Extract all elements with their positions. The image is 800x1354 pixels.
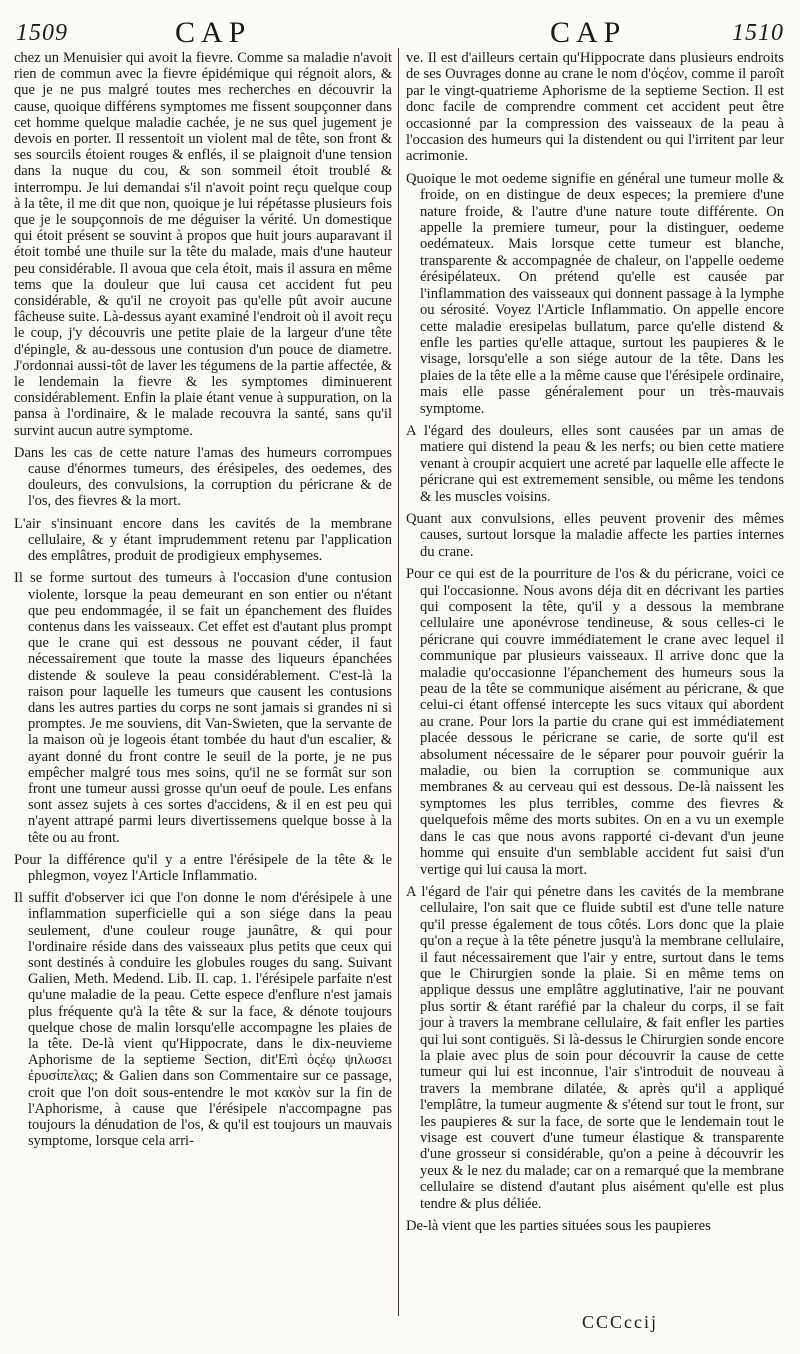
paragraph: L'air s'insinuant encore dans les cavités de la membrane cellulaire, & y étant imprudemment retenu par l'application des emplâtres, produit de prodigieux emphysemes. <box>14 515 392 565</box>
left-running-head: CAP <box>175 16 252 49</box>
paragraph: A l'égard des douleurs, elles sont causées par un amas de matiere qui distend la peau & les nerfs; ou bien cette matiere venant à croupir acquiert une acreté par laquelle elle affecte le péricrane qui est extremement sensible, ou même les tendons & les muscles voisins. <box>406 422 784 505</box>
left-column <box>14 50 392 1155</box>
paragraph: A l'égard de l'air qui pénetre dans les cavités de la membrane cellulaire, l'on sait que ce fluide subtil est d'une telle nature qu'il presse également de tous côtés. Lors donc que la plaie qu'on a reçue à la tête pénetre jusqu'à la membrane cellulaire, il faut nécessairement que l'air y entre, surtout dans le tems que le Chirurgien sonde la plaie. Si en même tems on applique dessus une emplâtre agglutinative, l'air ne pouvant plus sortir & étant raréfié par la chaleur du corps, il se fait jour à travers la membrane cellulaire, & fait enfler les parties qui lui sont contiguës. Si là-dessus le Chirurgien sonde encore la plaie avec plus de soin pour découvrir la cause de cette tumeur qui lui est inconnue, l'air s'introduit de nouveau à travers la membrane dilatée, & après qu'il a appliqué l'emplâtre, la tumeur augmente & s'étend sur tout le front, sur les paupieres & sur la face, de sorte que le lendemain tout le visage est couvert d'une tumeur élastique & transparente d'une grosseur si considérable, qu'on a peine à découvrir les yeux & le nez du malade; car on a remarqué que la membrane cellulaire se distend d'autant plus aisément qu'elle est plus tendre & plus déliée. <box>406 883 784 1212</box>
column-divider <box>398 48 399 1316</box>
paragraph: Il suffit d'observer ici que l'on donne le nom d'érésipele à une inflammation superficielle qui a son siége dans la peau seulement, d'une couleur rouge jaunâtre, & qui pour l'ordinaire réside dans des vaisseaux plus petits que ceux qui sont destinés à conduire les globules rouges du sang. Suivant Galien, Meth. Medend. Lib. II. cap. 1. l'érésipele parfaite n'est qu'une maladie de la peau. Cette espece d'enflure n'est jamais plus fréquente qu'à la tête & sur la face, & dénote toujours quelque chose de malin lorsqu'elle accompagne les plaies de la tête. De-là vient qu'Hippocrate, dans le dix-neuvieme Aphorisme de la septieme Section, dit'Επὶ ὀςέῳ ψιλωσει ἐρυσίπελας; & Galien dans son Commentaire sur ce passage, croit que l'on doit sous-entendre le mot κακὸν sur la fin de l'Aphorisme, à cause que l'érésipele n'accompagne pas toujours la dénudation de l'os, & qu'il est toujours un mauvais symptome, lorsque cela arri- <box>14 890 392 1150</box>
right-column <box>406 50 784 1240</box>
signature-mark: CCCccij <box>582 1312 658 1332</box>
right-page-number: 1510 <box>732 20 784 46</box>
paragraph: Il se forme surtout des tumeurs à l'occasion d'une contusion violente, lorsque la peau demeurant en son entier ou n'étant que peu endommagée, il se fait un épanchement des fluides contenus dans les vaisseaux. Cet effet est d'autant plus prompt que le crane qui est dessous ne pouvant céder, il faut nécessairement que toute la masse des liqueurs épanchées distende & souleve la peau considérablement. C'est-là la raison pour laquelle les tumeurs que causent les contusions dans les autres parties du corps ne sont jamais si grandes ni si promptes. Je me souviens, dit Van-Swieten, que la servante de la maison où je logeois étant tombée du haut d'un escalier, & ayant donné du front contre le seuil de la porte, je ne pus empêcher malgré tous mes soins, qu'il ne se formât sur son front une tumeur aussi grosse qu'un oeuf de poule. Les enfans sont assez sujets à ces sortes d'accidens, & il en est peu qui n'ayent attrapé parmi leurs divertissemens quelque bosse à la tête ou au front. <box>14 570 392 846</box>
paragraph: chez un Menuisier qui avoit la fievre. Comme sa maladie n'avoit rien de commun avec la fievre épidémique qui régnoit alors, & que je ne pus malgré toutes mes recherches en découvrir la cause, quoique différens symptomes me fissent soupçonner dans cet homme quelque maladie cachée, je ne sus quel jugement je devois en porter. Il ressentoit un violent mal de tête, son front & ses sourcils étoient rouges & enflés, il se plaignoit d'une tension dans la nuque du cou, & son sommeil étoit troublé & interrompu. Je lui demandai s'il n'avoit point reçu quelque coup à la tête, il me dit que non, quoique je lui répétasse plusieurs fois que je le soupçonnois de me déguiser la vérité. Un domestique qui étoit présent se souvint à propos que huit jours auparavant il étoit tombé une thuile sur la tête du malade, mais d'une hauteur peu considérable. Il avoua que cela étoit, mais il assura en même tems que la douleur que lui causa cet accident fut peu considérable, & qu'il ne croyoit pas qu'elle pût avoir aucune fâcheuse suite. Là-dessus ayant examiné l'endroit où il avoit reçu le coup, j'y découvris une petite plaie de la largeur d'une tête d'épingle, & au-dessous une contusion d'un pouce de diametre. J'ordonnai aussi-tôt de laver les tégumens de la partie affectée, & le lendemain la fievre & les symptomes diminuerent considérablement. Enfin la plaie étant venue à suppuration, on la pansa à l'ordinaire, & le malade recouvra la santé, sans qu'il survint aucun autre symptome. <box>14 50 392 439</box>
paragraph: ve. Il est d'ailleurs certain qu'Hippocrate dans plusieurs endroits de ses Ouvrages donne au crane le nom d'ὀςέον, comme il paroît par le vingt-quatrieme Aphorisme de la septieme Section. Il est donc facile de comprendre comment cet accident peut être occasionné par la compression des vaisseaux de la peau à l'occasion des humeurs qui la distendent ou qui l'irritent par leur acrimonie. <box>406 50 784 165</box>
paragraph: De-là vient que les parties situées sous les paupieres <box>406 1218 711 1235</box>
paragraph: Quoique le mot oedeme signifie en général une tumeur molle & froide, on en distingue de deux especes; la premiere d'une nature froide, & l'autre d'une nature toute différente. On appelle la premiere tumeur, pour la distinguer, oedeme oedémateux. Mais lorsque cette tumeur est blanche, transparente & accompagnée de chaleur, on l'appelle oedeme érésipélateux. On prétend qu'elle est causée par l'inflammation des vaisseaux qui donnent passage à la lymphe ou sérosité. Voyez l'Article Inflammatio. On appelle encore cette maladie eresipelas bullatum, parce qu'elle distend & enfle les parties qu'elle attaque, surtout les paupieres & le visage, lorsqu'elle a son siége autour de la tête. Dans les plaies de la tête elle a la même cause que l'érésipele ordinaire, mais elle passe généralement pour un très-mauvais symptome. <box>406 170 784 417</box>
page-header <box>10 14 790 50</box>
paragraph: Dans les cas de cette nature l'amas des humeurs corrompues cause d'énormes tumeurs, des érésipeles, des oedemes, des douleurs, des convulsions, la corruption du péricrane & de l'os, des fievres & la mort. <box>14 444 392 510</box>
left-page-number: 1509 <box>16 20 68 46</box>
paragraph: Quant aux convulsions, elles peuvent provenir des mêmes causes, surtout lorsque la maladie affecte les parties internes du crane. <box>406 510 784 560</box>
right-running-head: CAP <box>550 16 627 49</box>
paragraph: Pour la différence qu'il y a entre l'érésipele de la tête & le phlegmon, voyez l'Article Inflammatio. <box>14 851 392 884</box>
paragraph: Pour ce qui est de la pourriture de l'os & du péricrane, voici ce qui l'occasionne. Nous avons déja dit en décrivant les parties qui composent la tête, qu'il y a dessous la membrane cellulaire une aponévrose tendineuse, & sous celles-ci le péricrane qui couvre immédiatement le crane avec lequel il communique par plusieurs vaisseaux. Il arrive donc que la maladie qu'occasionne l'épanchement des humeurs sous la peau de la tête se communique aisément au péricrane, & que celui-ci étant offensé intercepte les sucs vitaux qui abordent au crane. Pour lors la partie du crane qui est immédiatement placée dessous le péricrane se carie, de sorte qu'il est absolument nécessaire de le séparer pour pouvoir guérir la maladie, ou bien la corruption se communique aux membranes & au cerveau qui est dessous. De-là naissent les symptomes les plus terribles, comme des fievres & quelquefois même des morts subites. On en a vu un exemple dans le cas que nous avons rapporté ci-devant d'un jeune homme qui ensuite d'un semblable accident fut saisi d'un vertige qui lui causa la mort. <box>406 566 784 878</box>
